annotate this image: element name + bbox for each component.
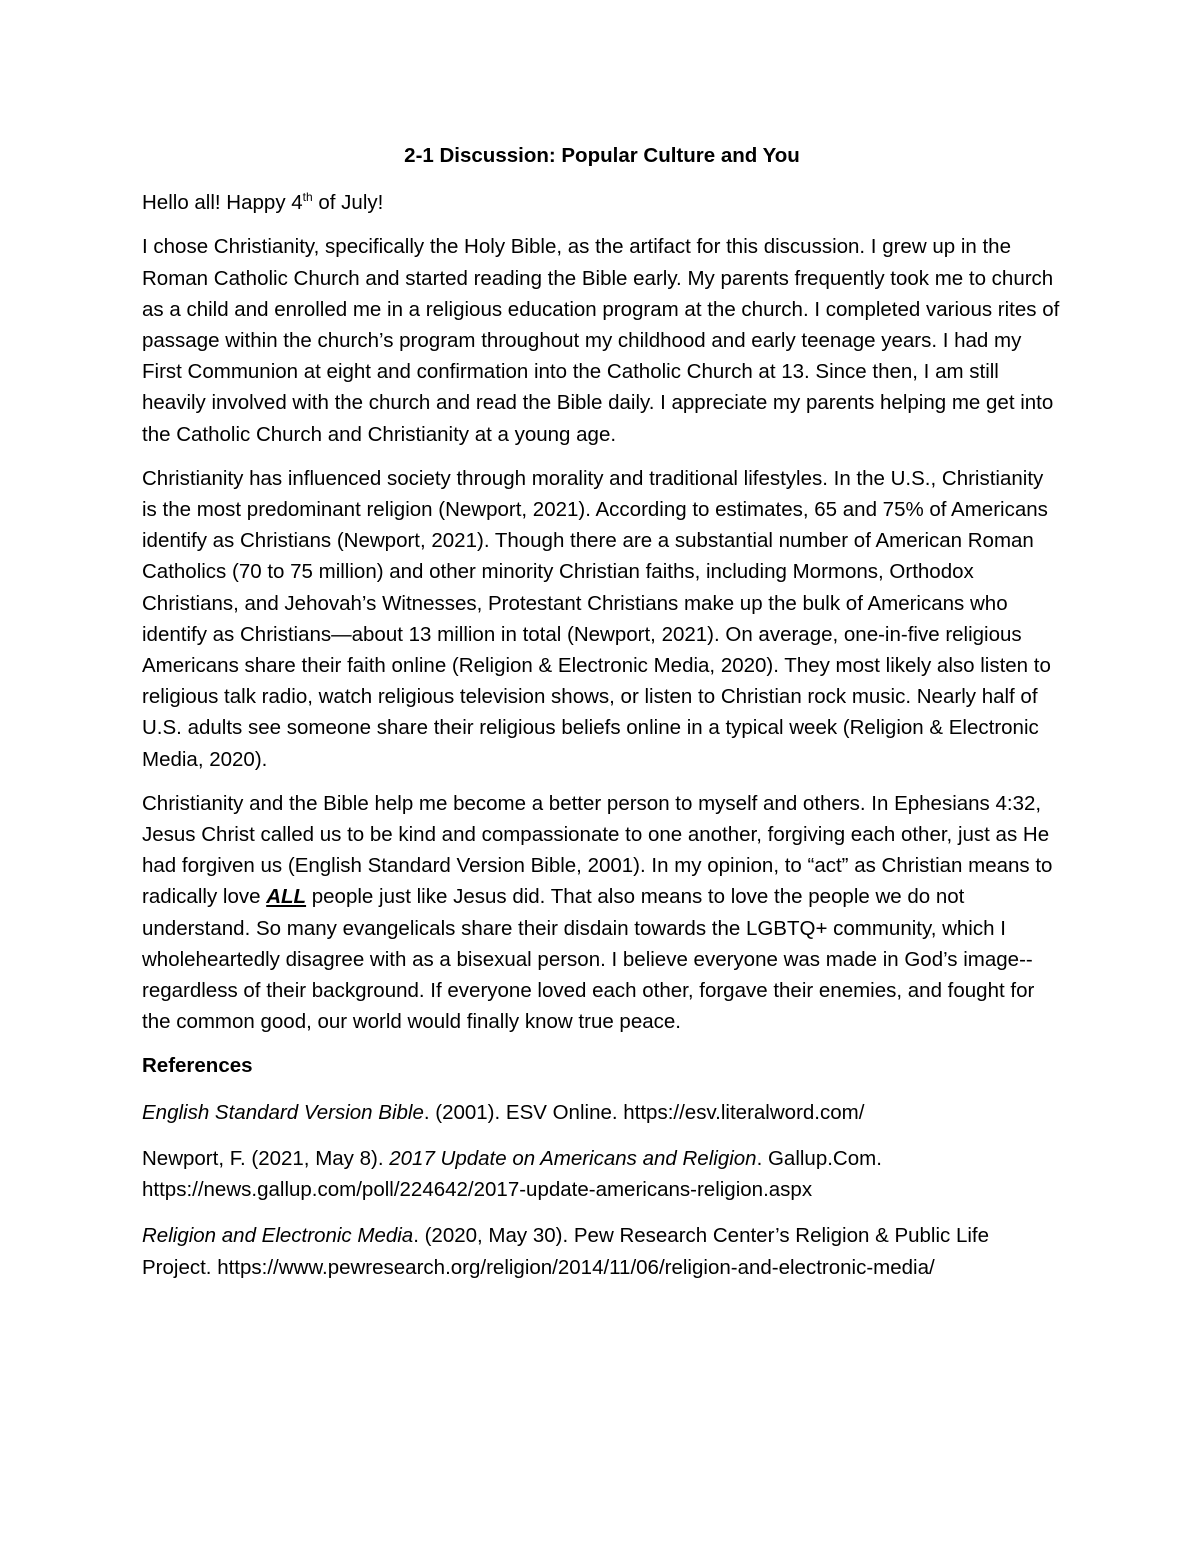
reference-details: . Gallup.Com. https://news.gallup.com/poll/224642/2017-update-americans-religion.aspx <box>142 1146 882 1202</box>
paragraph-background: I chose Christianity, specifically the Holy Bible, as the artifact for this discussion. I grew up in the Roman Catholic Church and started reading the Bible early. My parents frequently took me to church as a child and enrolled me in a religious education program at the church. I completed various rites of passage within the church’s program throughout my childhood and early teenage years. I had my First Communion at eight and confirmation into the Catholic Church at 13. Since then, I am still heavily involved with the church and read the Bible daily. I appreciate my parents helping me get into the Catholic Church and Christianity at a young age. <box>142 235 1060 446</box>
emphasis-all: ALL <box>266 885 307 909</box>
reference-details: . (2001). ESV Online. https://esv.literalword.com/ <box>423 1100 865 1124</box>
reference-author: Newport, F. (2021, May 8). <box>142 1146 390 1170</box>
reference-item <box>142 1143 1062 1205</box>
greeting <box>142 187 1062 218</box>
document-page <box>142 140 1062 1298</box>
greeting-superscript: th <box>302 190 313 205</box>
document-title: 2-1 Discussion: Popular Culture and You <box>404 144 800 167</box>
references-heading: References <box>142 1054 253 1078</box>
reference-item <box>142 1220 1062 1282</box>
greeting-text: Hello all! Happy 4 <box>142 191 303 215</box>
reference-item <box>142 1097 1062 1128</box>
paragraph-personal <box>142 788 1062 1038</box>
paragraph-influence: Christianity has influenced society through morality and traditional lifestyles. In the U.S., Christianity is the most predominant religion (Newport, 2021). According to estimates, 65 and 75% of Americans identify as Christians (Newport, 2021). Though there are a substantial number of American Roman Catholics (70 to 75 million) and other minority Christian faiths, including Mormons, Orthodox Christians, and Jehovah’s Witnesses, Protestant Christians make up the bulk of Americans who identify as Christians—about 13 million in total (Newport, 2021). On average, one-in-five religious Americans share their faith online (Religion & Electronic Media, 2020). They most likely also listen to religious talk radio, watch religious television shows, or listen to Christian rock music. Nearly half of U.S. adults see someone share their religious beliefs online in a typical week (Religion & Electronic Media, 2020). <box>142 466 1051 771</box>
reference-details: . (2020, May 30). Pew Research Center’s Religion & Public Life Project. https://www.pewresearch.org/religion/2014/11/06/religion-and-electronic-media/ <box>142 1224 990 1279</box>
paragraph-personal-text-end: people just like Jesus did. That also means to love the people we do not understand. So many evangelicals share their disdain towards the LGBTQ+ community, which I wholeheartedly disagree with as a bisexual person. I believe everyone was made in God’s image--regardless of their background. If everyone loved each other, forgave their enemies, and fought for the common good, our world would finally know true peace. <box>142 885 1035 1034</box>
reference-title: 2017 Update on Americans and Religion <box>389 1146 757 1170</box>
paragraph-personal-text: Christianity and the Bible help me become a better person to myself and others. In Ephesians 4:32, Jesus Christ called us to be kind and compassionate to one another, forgiving each other, just as He had forgiven us (English Standard Version Bible, 2001). In my opinion, to “act” as Christian means to radically love <box>142 791 1053 909</box>
reference-title: English Standard Version Bible <box>142 1100 424 1124</box>
reference-title: Religion and Electronic Media <box>142 1224 414 1248</box>
greeting-text-end: of July! <box>312 191 384 215</box>
